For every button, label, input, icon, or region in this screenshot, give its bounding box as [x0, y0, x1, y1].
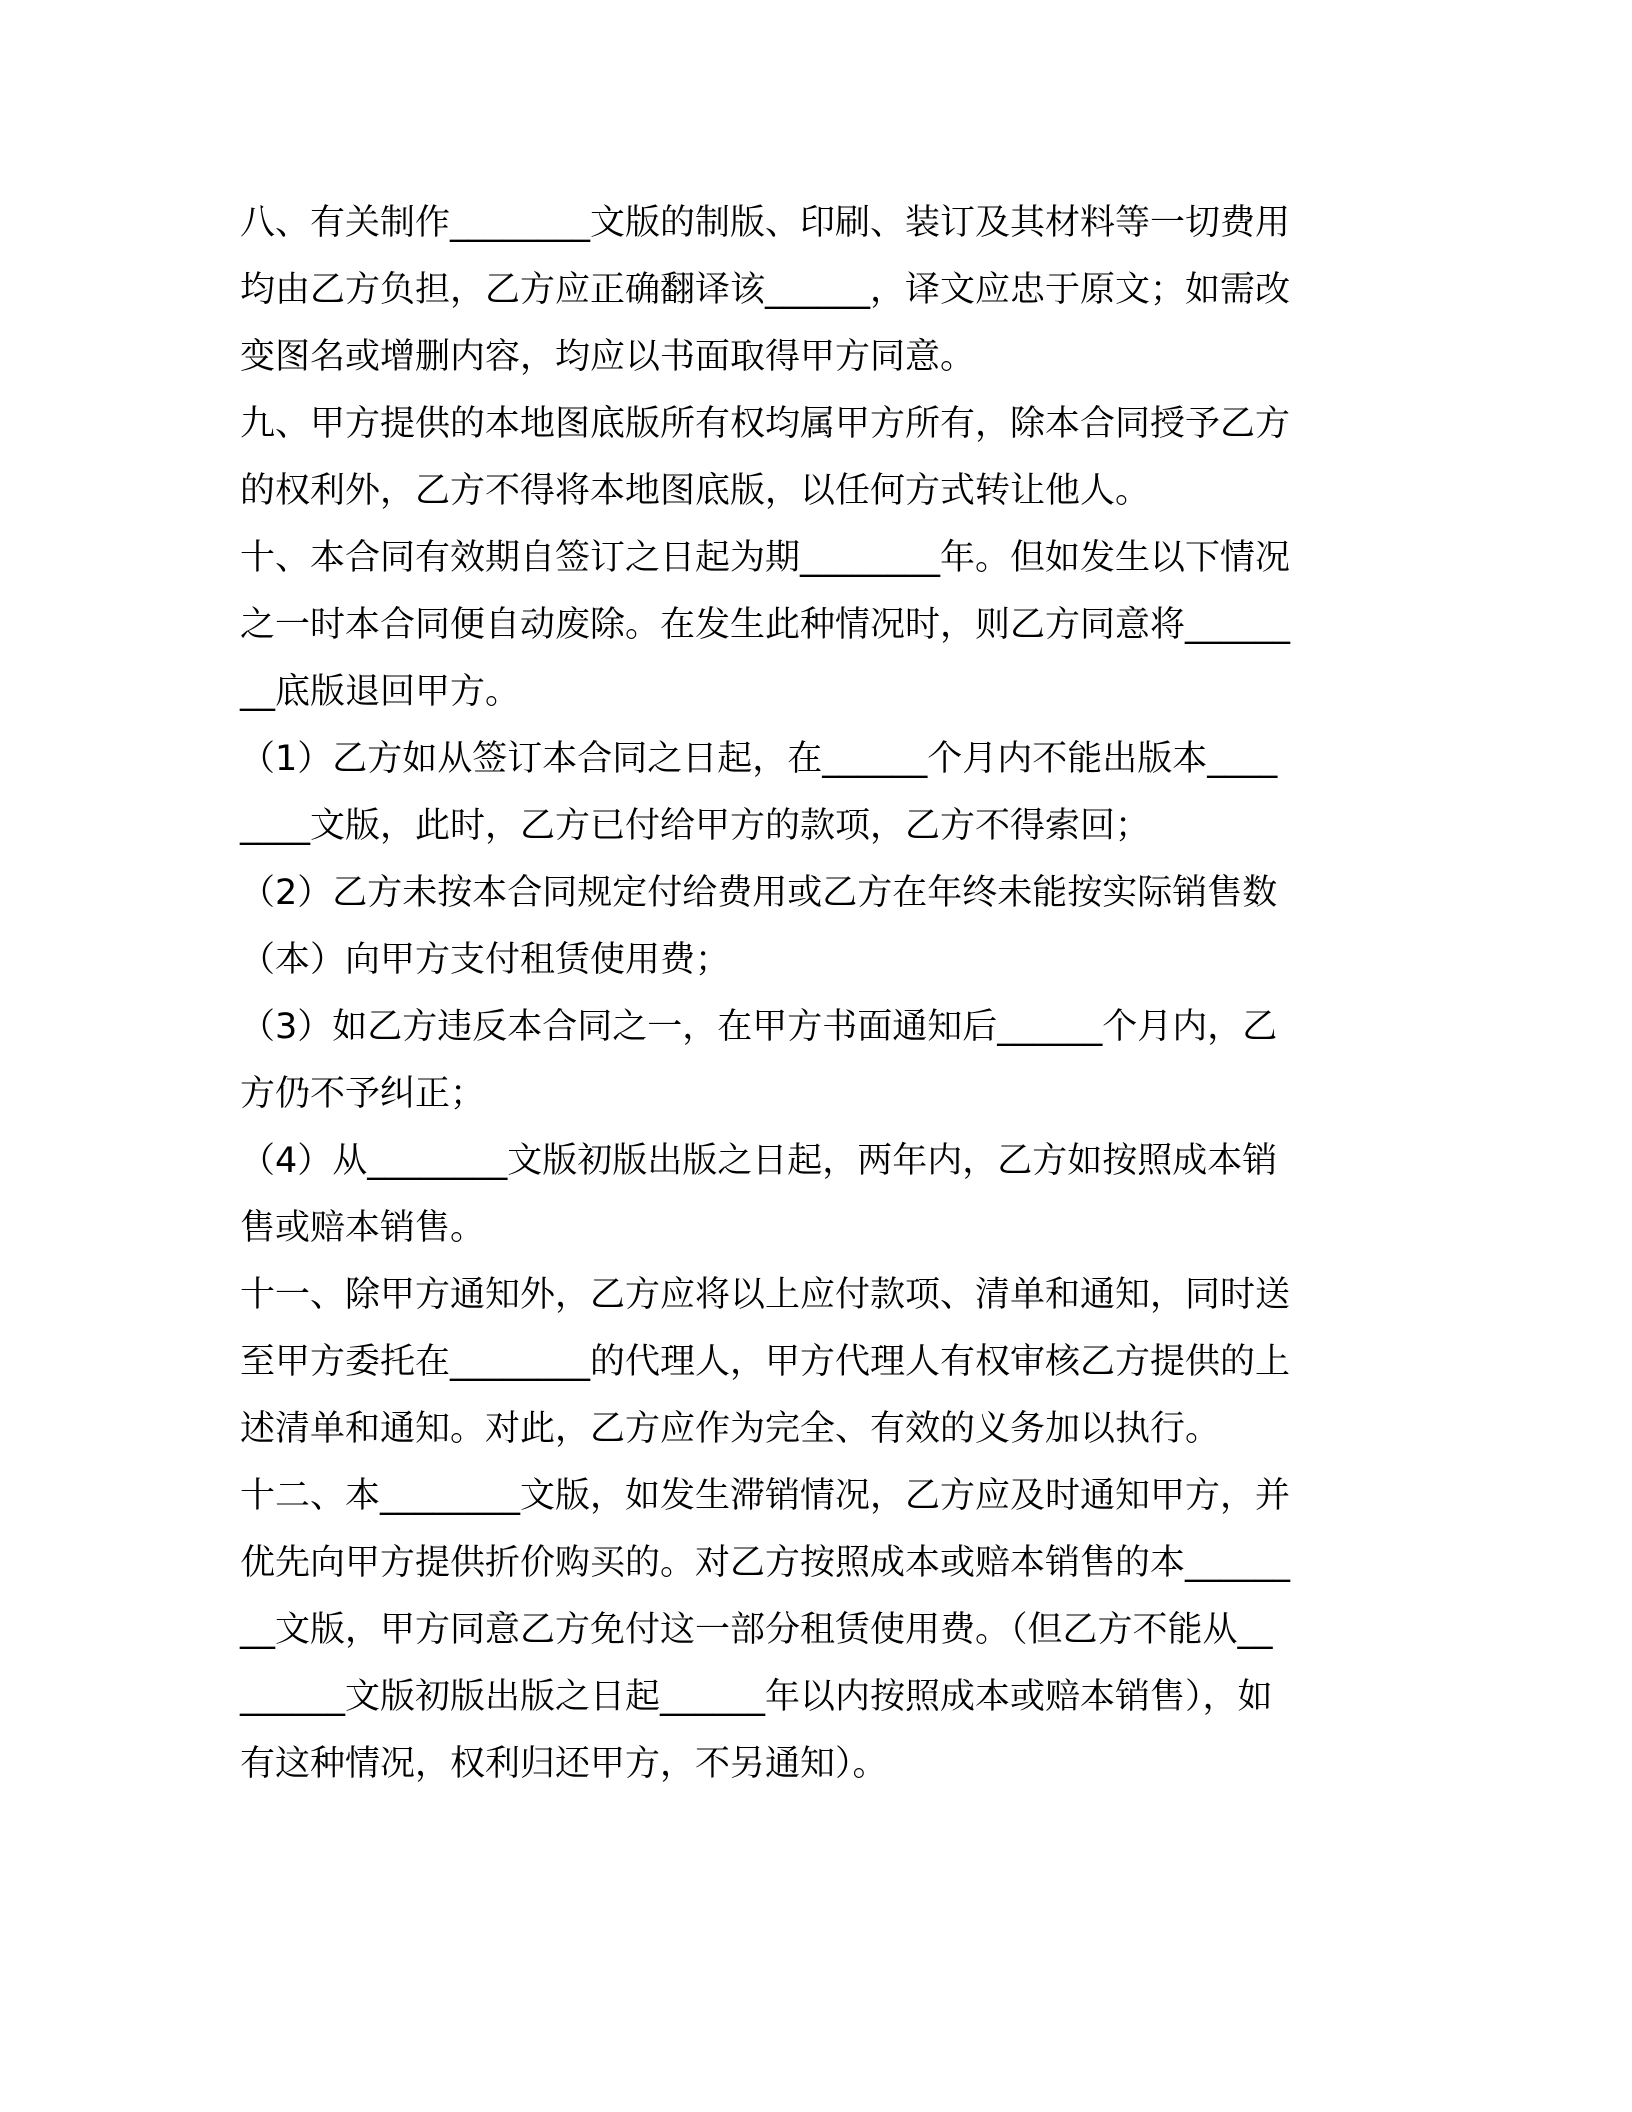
text-line: （3）如乙方违反本合同之一，在甲方书面通知后______个月内，乙 [240, 1007, 1278, 1047]
text-line: 至甲方委托在________的代理人，甲方代理人有权审核乙方提供的上 [240, 1342, 1291, 1382]
text-line: 九、甲方提供的本地图底版所有权均属甲方所有，除本合同授予乙方 [240, 404, 1291, 444]
text-line: 的权利外，乙方不得将本地图底版，以任何方式转让他人。 [240, 471, 1151, 511]
text-line: __文版，甲方同意乙方免付这一部分租赁使用费。（但乙方不能从__ [240, 1610, 1273, 1650]
text-line: 之一时本合同便自动废除。在发生此种情况时，则乙方同意将______ [240, 605, 1291, 645]
text-line: （4）从________文版初版出版之日起，两年内，乙方如按照成本销 [240, 1141, 1278, 1181]
text-line: 售或赔本销售。 [240, 1208, 486, 1248]
document-body [240, 190, 1360, 1798]
text-line: 变图名或增删内容，均应以书面取得甲方同意。 [240, 337, 976, 377]
text-line: （1）乙方如从签订本合同之日起，在______个月内不能出版本____ [240, 739, 1278, 779]
text-line: 十、本合同有效期自签订之日起为期________年。但如发生以下情况 [240, 538, 1291, 578]
text-line: 八、有关制作________文版的制版、印刷、装订及其材料等一切费用 [240, 203, 1291, 243]
text-line: 均由乙方负担，乙方应正确翻译该______，译文应忠于原文；如需改 [240, 270, 1291, 310]
text-line: 述清单和通知。对此，乙方应作为完全、有效的义务加以执行。 [240, 1409, 1221, 1449]
text-line: 有这种情况，权利归还甲方，不另通知）。 [240, 1744, 888, 1784]
text-line: 十二、本________文版，如发生滞销情况，乙方应及时通知甲方，并 [240, 1476, 1291, 1516]
text-line: （本）向甲方支付租赁使用费； [240, 940, 731, 980]
text-line: ______文版初版出版之日起______年以内按照成本或赔本销售），如 [240, 1677, 1273, 1717]
text-line: 优先向甲方提供折价购买的。对乙方按照成本或赔本销售的本______ [240, 1543, 1291, 1583]
text-line: 十一、除甲方通知外，乙方应将以上应付款项、清单和通知，同时送 [240, 1275, 1291, 1315]
text-line: 方仍不予纠正； [240, 1074, 486, 1114]
text-line: ____文版，此时，乙方已付给甲方的款项，乙方不得索回； [240, 806, 1151, 846]
text-line: __底版退回甲方。 [240, 672, 521, 712]
text-line: （2）乙方未按本合同规定付给费用或乙方在年终未能按实际销售数 [240, 873, 1278, 913]
